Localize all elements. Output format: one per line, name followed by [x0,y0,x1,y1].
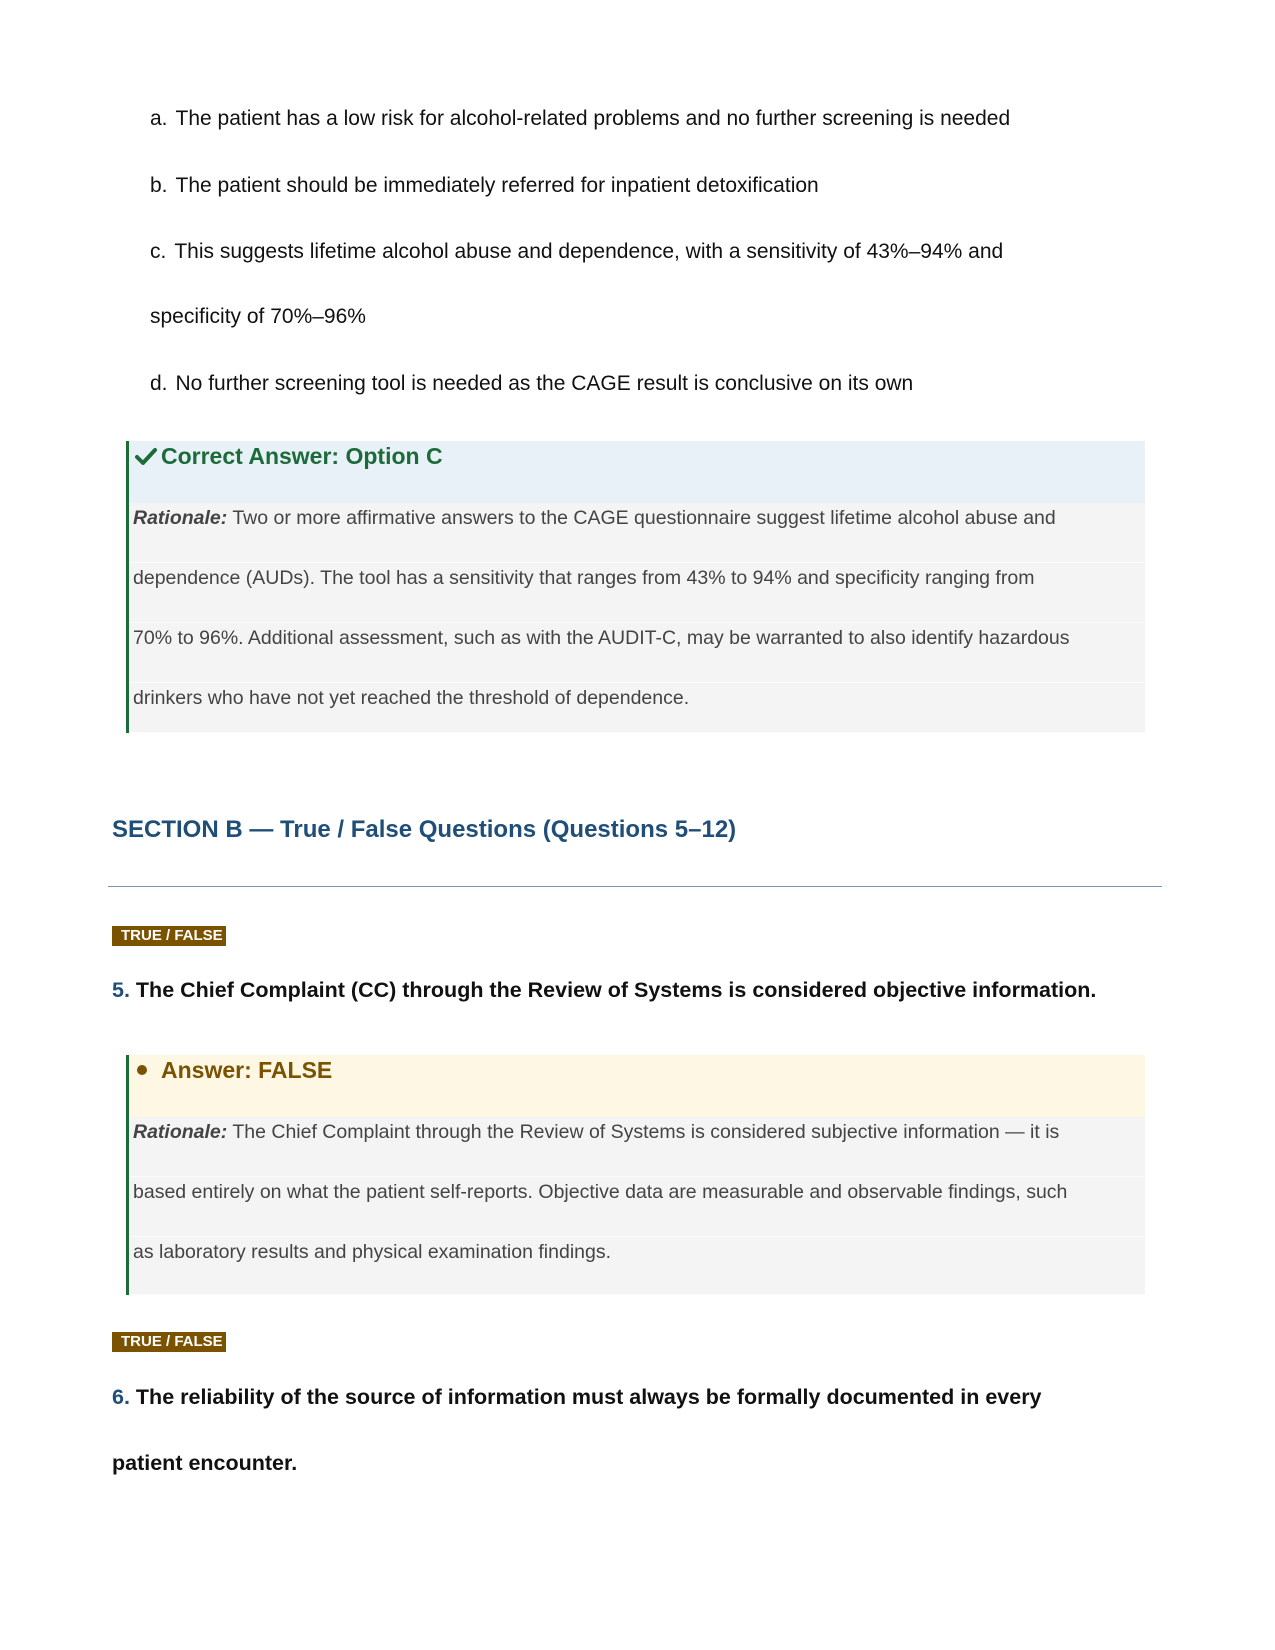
question-type-badge: TRUE / FALSE [112,1332,226,1352]
option-text: No further screening tool is needed as the CAGE result is conclusive on its own [175,372,914,395]
bullet-dot-icon [137,1065,147,1075]
rationale-label: Rationale: [133,507,228,529]
rationale-block [129,1117,1145,1295]
question-text: The Chief Complaint (CC) through the Review of Systems is considered objective information. [135,978,1097,1002]
rationale-text: The Chief Complaint through the Review of Systems is considered subjective information — it is [232,1121,1060,1143]
question-type-badge: TRUE / FALSE [112,926,226,946]
option-b [150,174,819,198]
question-number: 6. [112,1385,130,1409]
rationale-text: Two or more affirmative answers to the CAGE questionnaire suggest lifetime alcohol abuse and [232,507,1056,529]
correct-answer-heading [129,441,1145,503]
option-c-continuation: specificity of 70%–96% [150,305,366,328]
option-text: The patient has a low risk for alcohol-related problems and no further screening is needed [175,107,1011,130]
section-title: SECTION B — True / False Questions (Questions 5–12) [112,816,737,843]
option-text: This suggests lifetime alcohol abuse and dependence, with a sensitivity of 43%–94% and [174,240,1004,263]
rationale-line [129,503,1145,563]
section-divider [108,886,1162,887]
rationale-line: drinkers who have not yet reached the threshold of dependence. [129,683,1145,733]
question-number: 5. [112,978,130,1002]
rationale-line [129,1117,1145,1177]
option-letter: b. [150,174,168,197]
rationale-line: dependence (AUDs). The tool has a sensitivity that ranges from 43% to 94% and specificity ranging from [129,563,1145,623]
option-letter: c. [150,240,167,263]
answer-text: Answer: FALSE [161,1057,333,1083]
correct-answer-text: Correct Answer: Option C [161,443,443,469]
option-c [150,240,1003,264]
check-icon [135,444,157,466]
question-6 [112,1385,1042,1410]
rationale-line: 70% to 96%. Additional assessment, such as with the AUDIT-C, may be warranted to also identify hazardous [129,623,1145,683]
option-text: The patient should be immediately referred for inpatient detoxification [175,174,819,197]
question-text: The reliability of the source of information must always be formally documented in every [135,1385,1042,1409]
answer-box [126,1055,1145,1295]
option-letter: d. [150,372,168,395]
question-5 [112,978,1096,1003]
rationale-line: as laboratory results and physical examination findings. [129,1237,1145,1295]
option-letter: a. [150,107,168,130]
rationale-line: based entirely on what the patient self-reports. Objective data are measurable and observable findings, such [129,1177,1145,1237]
answer-heading [129,1055,1145,1117]
option-a [150,107,1010,131]
rationale-label: Rationale: [133,1121,228,1143]
option-d [150,372,913,396]
question-6-continuation: patient encounter. [112,1451,298,1475]
rationale-block [129,503,1145,733]
correct-answer-box [126,441,1145,733]
